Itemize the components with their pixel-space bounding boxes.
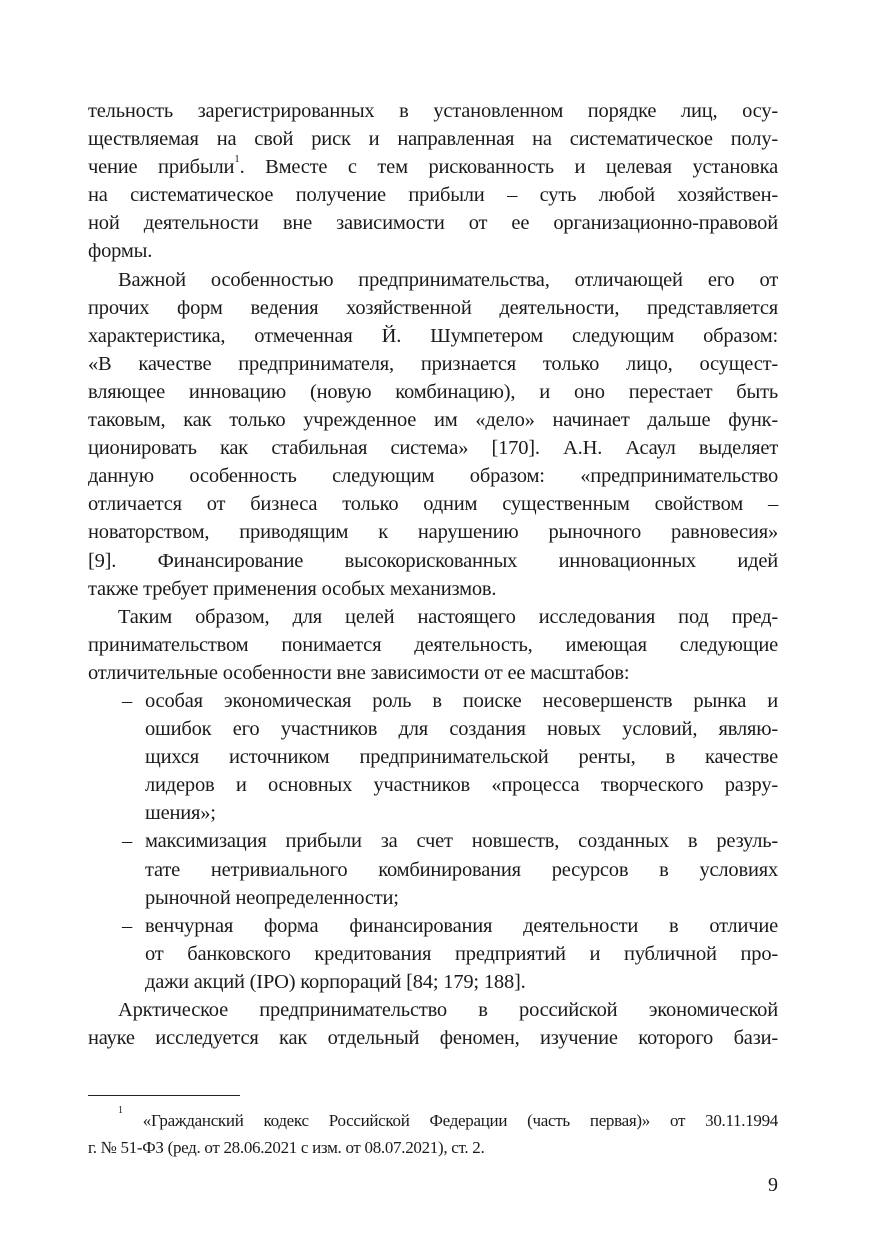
text-line: тельность зарегистрированных в установленном порядке лиц, осу- (88, 100, 778, 122)
text-line: отличается от бизнеса только одним существенным свойством – (88, 493, 778, 516)
text-line: отличительные особенности вне зависимости от ее масштабов: (88, 661, 630, 684)
text-segment: венчурная форма финансирования деятельности в отличие (145, 914, 778, 937)
text-line: также требует применения особых механизмов. (88, 577, 497, 600)
text-line: прочих форм ведения хозяйственной деятельности, представляется (88, 296, 778, 319)
text-line: «В качестве предпринимателя, признается только лицо, осущест- (88, 352, 778, 375)
bullet-dash: – (122, 689, 133, 712)
text-line: характеристика, отмеченная Й. Шумпетером следующим образом: (88, 324, 778, 347)
list-item (88, 687, 778, 827)
text-line: щихся источником предпринимательской ренты, в качестве (145, 746, 778, 769)
footnote-line: г. № 51-ФЗ (ред. от 28.06.2021 с изм. от 08.07.2021), ст. 2. (88, 1138, 485, 1157)
text-line (88, 912, 778, 940)
bullet-dash: – (122, 830, 133, 853)
text-line: ществляемая на свой риск и направленная на систематическое полу- (88, 128, 778, 151)
text-line: на систематическое получение прибыли – суть любой хозяйствен- (88, 184, 778, 207)
list-item (88, 827, 778, 911)
text-line: тате нетривиального комбинирования ресурсов в условиях (145, 858, 778, 881)
page-number: 9 (768, 1174, 778, 1196)
text-line: лидеров и основных участников «процесса творческого разру- (145, 774, 778, 797)
text-line (88, 153, 778, 181)
text-line (88, 827, 778, 855)
text-line: науке исследуется как отдельный феномен, изучение которого бази- (88, 1027, 778, 1050)
text-line: новаторством, приводящим к нарушению рыночного равновесия» (88, 521, 778, 544)
text-line: ционировать как стабильная система» [170]. А.Н. Асаул выделяет (88, 437, 778, 460)
text-line (88, 687, 778, 715)
footnote-divider (88, 1095, 240, 1096)
text-line: Важной особенностью предпринимательства, отличающей его от (118, 268, 778, 291)
footnote (88, 1107, 778, 1161)
text-line: Таким образом, для целей настоящего исследования под пред- (118, 605, 778, 628)
text-line: формы. (88, 240, 153, 263)
page-body (88, 97, 778, 1052)
text-line: ошибок его участников для создания новых условий, являю- (145, 718, 778, 741)
text-line: вляющее инновацию (новую комбинацию), и оно перестает быть (88, 380, 778, 403)
paragraph-3 (88, 603, 778, 687)
text-line: принимательством понимается деятельность, имеющая следующие (88, 633, 778, 656)
footnote-ref[interactable]: 1 (234, 153, 240, 166)
text-segment: . Вместе с тем рискованность и целевая установка (239, 156, 778, 179)
footnote-line (88, 1107, 778, 1134)
text-line: [9]. Финансирование высокорискованных инновационных идей (88, 549, 778, 572)
text-line: дажи акций (IPO) корпораций [84; 179; 188]. (145, 970, 526, 993)
text-line: шения»; (145, 802, 216, 825)
paragraph-1 (88, 97, 778, 266)
list-item (88, 912, 778, 996)
footnote-text: «Гражданский кодекс Российской Федерации (часть первая)» от 30.11.1994 (142, 1111, 779, 1130)
footnote-marker: 1 (118, 1105, 123, 1116)
text-segment: особая экономическая роль в поиске несовершенств рынка и (145, 689, 778, 712)
text-segment: чение прибыли (88, 156, 235, 179)
paragraph-4 (88, 996, 778, 1052)
bullet-dash: – (122, 914, 133, 937)
text-line: Арктическое предпринимательство в российской экономической (118, 999, 778, 1021)
text-segment: максимизация прибыли за счет новшеств, созданных в резуль- (145, 830, 778, 853)
text-line: данную особенность следующим образом: «предпринимательство (88, 465, 778, 488)
text-line: ной деятельности вне зависимости от ее организационно-правовой (88, 212, 778, 235)
text-line: таковым, как только учрежденное им «дело» начинает дальше функ- (88, 409, 778, 432)
text-line: от банковского кредитования предприятий и публичной про- (145, 942, 778, 965)
paragraph-2 (88, 266, 778, 603)
text-line: рыночной неопределенности; (145, 886, 399, 909)
bullet-list (88, 687, 778, 996)
